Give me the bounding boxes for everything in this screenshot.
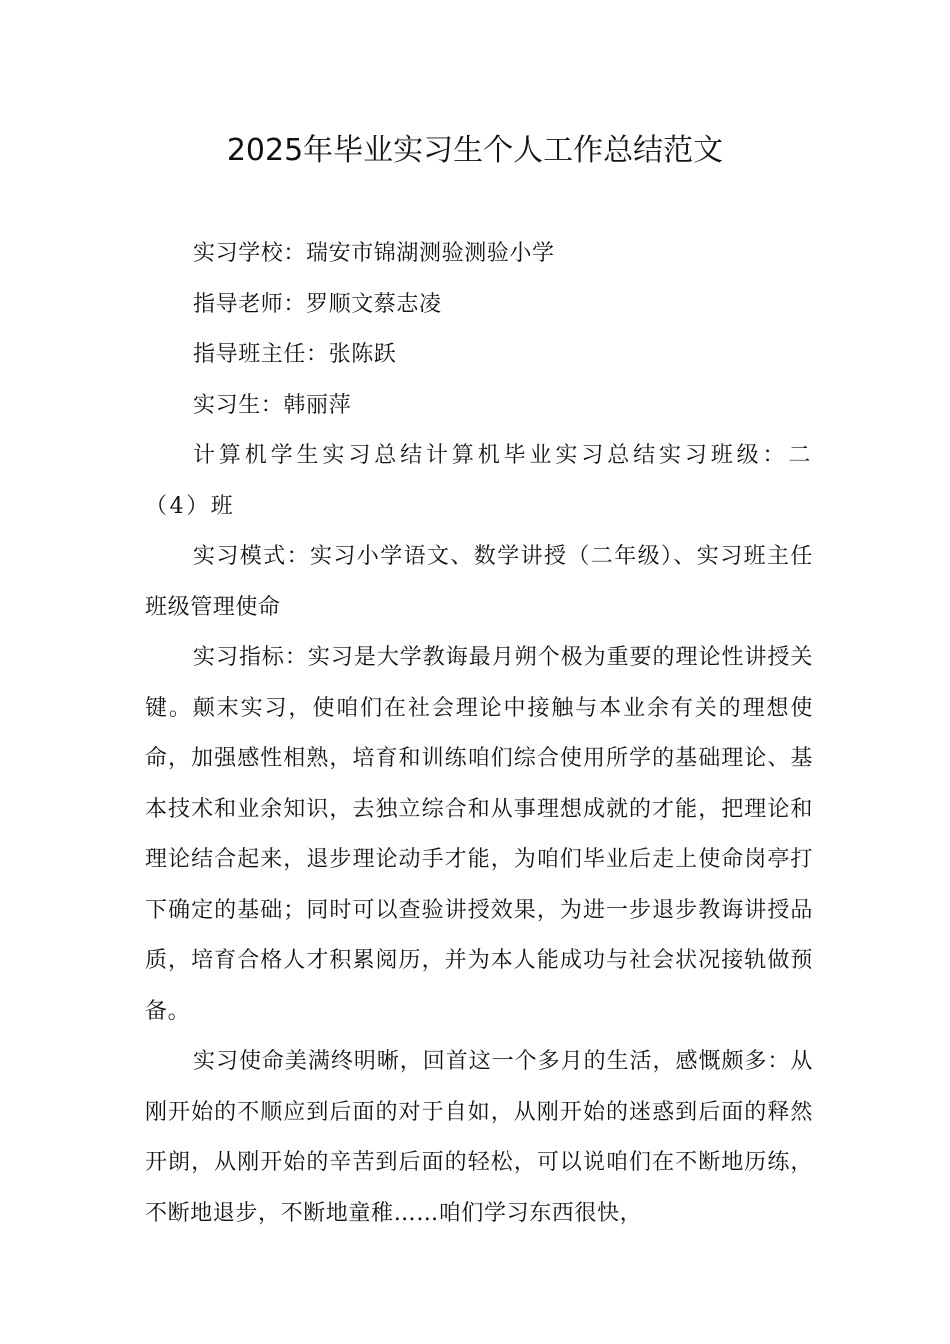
- paragraph-supervising-teacher: 指导老师：罗顺文蔡志凌: [193, 291, 442, 317]
- paragraph-internship-school: 实习学校：瑞安市锦湖测验测验小学: [193, 241, 555, 266]
- paragraph-internship-mode: 实习模式：实习小学语文、数学讲授（二年级）、实习班主任班级管理使命: [145, 544, 813, 620]
- document-title: 2025年毕业实习生个人工作总结范文: [226, 133, 724, 168]
- paragraph-intern-name: 实习生：韩丽萍: [193, 392, 352, 418]
- document-body: [145, 229, 813, 1239]
- paragraph-internship-reflection: 实习使命美满终明晰，回首这一个多月的生活，感慨颇多：从刚开始的不顺应到后面的对于自如，从刚开始的迷惑到后面的释然开朗，从刚开始的辛苦到后面的轻松，可以说咱们在不断地历练，不断地退步，不断地童稚……咱们学习东西很快，: [145, 1049, 813, 1226]
- paragraph-internship-class: 计算机学生实习总结计算机毕业实习总结实习班级：二（4）班: [145, 443, 813, 519]
- paragraph-head-teacher: 指导班主任：张陈跃: [193, 342, 397, 367]
- paragraph-internship-goals: 实习指标：实习是大学教诲最月朔个极为重要的理论性讲授关键。颠末实习，使咱们在社会理论中接触与本业余有关的理想使命，加强感性相熟，培育和训练咱们综合使用所学的基础理论、基本技术和业余知识，去独立综合和从事理想成就的才能，把理论和理论结合起来，退步理论动手才能，为咱们毕业后走上使命岗亭打下确定的基础；同时可以查验讲授效果，为进一步退步教诲讲授品质，培育合格人才积累阅历，并为本人能成功与社会状况接轨做预备。: [145, 645, 813, 1024]
